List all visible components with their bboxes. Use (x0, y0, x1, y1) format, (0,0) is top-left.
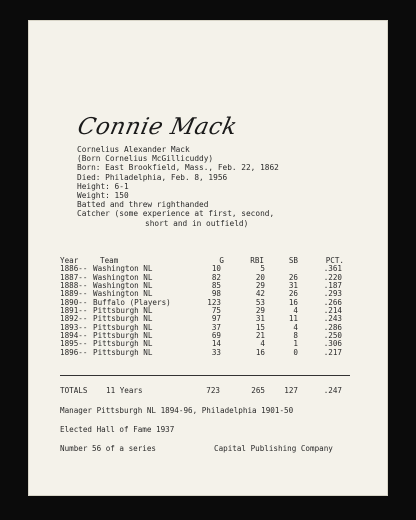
cell-year: 1889-- (60, 289, 88, 299)
header-rbi: RBI (250, 256, 264, 265)
cell-pct: .293 (323, 289, 342, 299)
totals-row-wrap (60, 386, 400, 394)
cell-g: 37 (211, 322, 221, 332)
cell-year: 1892-- (60, 314, 88, 324)
cell-g: 85 (211, 281, 221, 291)
header-sb: SB (288, 256, 298, 265)
cell-rbi: 15 (255, 322, 265, 332)
cell-g: 14 (211, 339, 221, 349)
cell-team: Pittsburgh NL (93, 347, 153, 357)
cell-pct: .214 (323, 306, 342, 316)
cell-team: Washington NL (93, 281, 153, 291)
totals-g: 723 (206, 386, 220, 395)
player-signature: Connie Mack (75, 114, 240, 140)
cell-pct: .361 (323, 264, 342, 274)
cell-team: Pittsburgh NL (93, 339, 153, 349)
cell-sb: 26 (288, 272, 298, 282)
cell-g: 123 (207, 297, 221, 307)
cell-sb: 31 (288, 281, 298, 291)
table-row (60, 349, 400, 357)
cell-pct: .250 (323, 331, 342, 341)
cell-year: 1890-- (60, 297, 88, 307)
cell-pct: .286 (323, 322, 342, 332)
header-pct: PCT. (325, 256, 344, 265)
cell-g: 69 (211, 331, 221, 341)
cell-rbi: 42 (255, 289, 265, 299)
cell-team: Pittsburgh NL (93, 331, 153, 341)
publisher-name: Capital Publishing Company (214, 444, 333, 453)
cell-pct: .243 (323, 314, 342, 324)
cell-sb: 11 (288, 314, 298, 324)
totals-years: 11 Years (106, 386, 143, 395)
bio-bats-throws: Batted and threw righthanded (77, 200, 209, 210)
cell-year: 1896-- (60, 347, 88, 357)
cell-team: Washington NL (93, 289, 153, 299)
cell-team: Washington NL (93, 272, 153, 282)
series-number: Number 56 of a series (60, 444, 157, 453)
header-year: Year (60, 256, 79, 265)
cell-year: 1894-- (60, 331, 88, 341)
cell-sb: 4 (293, 322, 298, 332)
bio-height: Height: 6-1 (77, 181, 129, 191)
cell-rbi: 53 (255, 297, 265, 307)
cell-year: 1895-- (60, 339, 88, 349)
cell-pct: .220 (323, 272, 342, 282)
cell-rbi: 29 (255, 306, 265, 316)
bio-born: Born: East Brookfield, Mass., Feb. 22, 1862 (77, 163, 279, 173)
bio-weight: Weight: 150 (77, 191, 129, 201)
cell-sb: 1 (293, 339, 298, 349)
bio-died: Died: Philadelphia, Feb. 8, 1956 (77, 172, 228, 182)
header-team: Team (100, 256, 119, 265)
player-bio (77, 145, 279, 228)
bio-full-name: Cornelius Alexander Mack (77, 145, 190, 154)
cell-rbi: 21 (255, 331, 265, 341)
header-g: G (219, 256, 224, 265)
manager-note: Manager Pittsburgh NL 1894-96, Philadelphia 1901-50 (60, 406, 294, 415)
cell-year: 1893-- (60, 322, 88, 332)
stats-body (60, 265, 400, 357)
cell-year: 1887-- (60, 272, 88, 282)
cell-team: Pittsburgh NL (93, 314, 153, 324)
cell-pct: .266 (323, 297, 342, 307)
cell-pct: .306 (323, 339, 342, 349)
cell-g: 10 (211, 264, 221, 274)
totals-row (60, 386, 400, 394)
cell-g: 33 (211, 347, 221, 357)
cell-g: 97 (211, 314, 221, 324)
cell-sb: 0 (293, 347, 298, 357)
cell-pct: .187 (323, 281, 342, 291)
cell-sb: 26 (288, 289, 298, 299)
cell-rbi: 16 (255, 347, 265, 357)
cell-year: 1888-- (60, 281, 88, 291)
cell-year: 1886-- (60, 264, 88, 274)
cell-team: Buffalo (Players) (93, 297, 171, 307)
totals-pct: .247 (323, 386, 342, 395)
cell-year: 1891-- (60, 306, 88, 316)
hall-of-fame-note: Elected Hall of Fame 1937 (60, 425, 175, 434)
cell-team: Pittsburgh NL (93, 322, 153, 332)
cell-team: Washington NL (93, 264, 153, 274)
cell-rbi: 29 (255, 281, 265, 291)
cell-sb: 16 (288, 297, 298, 307)
cell-sb: 8 (293, 331, 298, 341)
cell-rbi: 20 (255, 272, 265, 282)
cell-g: 82 (211, 272, 221, 282)
cell-rbi: 31 (255, 314, 265, 324)
totals-rbi: 265 (251, 386, 265, 395)
cell-g: 98 (211, 289, 221, 299)
cell-team: Pittsburgh NL (93, 306, 153, 316)
totals-divider (60, 375, 350, 376)
cell-g: 75 (211, 306, 221, 316)
bio-position: Catcher (some experience at first, second, (77, 209, 275, 219)
cell-rbi: 4 (260, 339, 265, 349)
totals-label: TOTALS (60, 386, 88, 395)
cell-rbi: 5 (260, 264, 265, 274)
bio-birth-name: (Born Cornelius McGillicuddy) (77, 154, 214, 164)
bio-position-cont: short and in outfield) (145, 218, 249, 228)
cell-sb: 4 (293, 306, 298, 316)
cell-pct: .217 (323, 347, 342, 357)
totals-sb: 127 (284, 386, 298, 395)
stats-table (60, 257, 400, 357)
player-card (28, 20, 388, 496)
